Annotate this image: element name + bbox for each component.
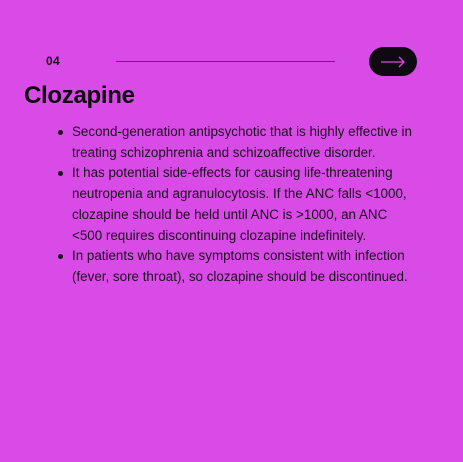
slide-number: 04 (46, 54, 60, 68)
list-item-text: Second-generation antipsychotic that is highly effective in treating schizophrenia and schizoaffective disorder. (72, 124, 412, 160)
list-item (56, 122, 418, 163)
bullet-icon (58, 254, 63, 259)
bullet-icon (58, 171, 63, 176)
header-divider (116, 61, 335, 62)
next-button[interactable] (369, 47, 417, 76)
list-item (56, 246, 418, 287)
arrow-right-icon (380, 56, 406, 68)
list-item-text: It has potential side-effects for causing life-threatening neutropenia and agranulocytosis. If the ANC falls <1000, clozapine should be held until ANC is >1000, an ANC <500 requires discontinuing clozapine indefinitely. (72, 165, 407, 243)
list-item (56, 163, 418, 246)
bullet-icon (58, 130, 63, 135)
bullet-list (56, 122, 418, 288)
page-title: Clozapine (24, 82, 135, 109)
list-item-text: In patients who have symptoms consistent with infection (fever, sore throat), so clozapine should be discontinued. (72, 248, 408, 284)
